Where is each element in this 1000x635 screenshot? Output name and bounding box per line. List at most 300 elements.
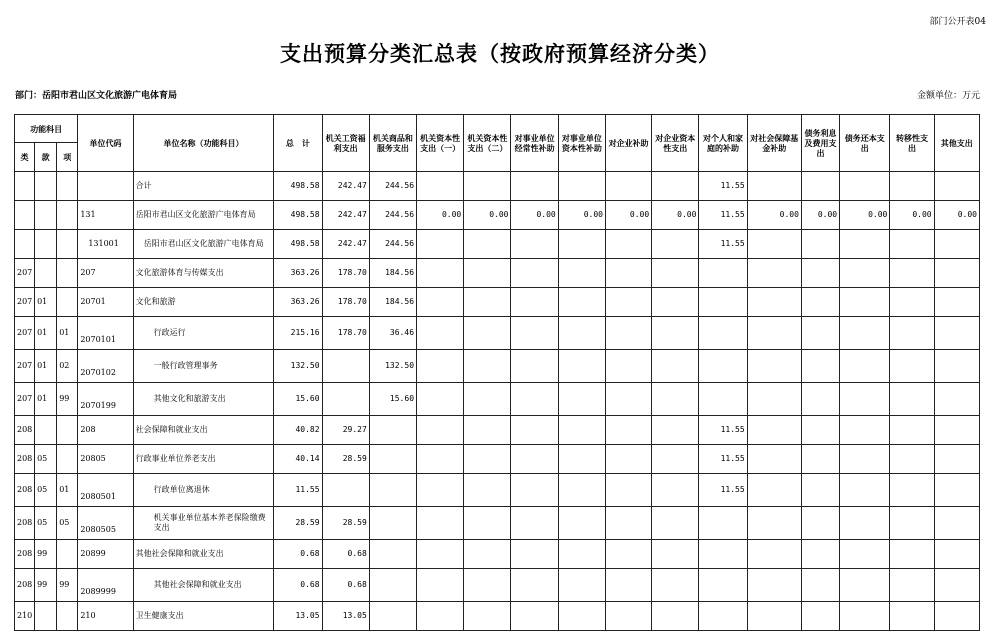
value-cell-c6 <box>558 259 605 288</box>
value-cell-c2: 184.56 <box>369 259 416 288</box>
xiang-cell <box>57 230 78 259</box>
value-cell-c3 <box>417 288 464 317</box>
xiang-cell <box>57 416 78 445</box>
value-cell-c7 <box>605 350 651 383</box>
table-row <box>15 602 980 631</box>
value-cell-c10 <box>747 317 801 350</box>
value-cell-c6 <box>558 602 605 631</box>
value-cell-c9 <box>699 540 747 569</box>
value-cell-c10 <box>747 259 801 288</box>
value-cell-c10 <box>747 350 801 383</box>
value-cell-c10 <box>747 416 801 445</box>
unit-name-cell: 岳阳市君山区文化旅游广电体育局 <box>133 230 274 259</box>
value-cell-c1: 178.70 <box>322 317 369 350</box>
value-cell-c2 <box>369 602 416 631</box>
value-cell-c13 <box>890 445 934 474</box>
value-cell-c1: 242.47 <box>322 230 369 259</box>
lei-header: 类 <box>15 143 35 172</box>
value-cell-c8 <box>652 507 699 540</box>
value-cell-c14 <box>934 445 979 474</box>
value-cell-c8: 0.00 <box>652 201 699 230</box>
value-cell-c9: 11.55 <box>699 230 747 259</box>
table-row <box>15 230 980 259</box>
value-cell-c12 <box>840 350 890 383</box>
lei-cell: 208 <box>15 474 35 507</box>
amount-unit-label: 金额单位：万元 <box>916 91 980 101</box>
value-cell-c10 <box>747 230 801 259</box>
kuan-cell: 01 <box>35 350 57 383</box>
page-title: 支出预算分类汇总表（按政府预算经济分类） <box>280 41 720 66</box>
value-cell-c5 <box>511 172 558 201</box>
value-cell-c11 <box>801 416 839 445</box>
total-cell: 0.68 <box>274 569 322 602</box>
col-header-c2: 机关商品和服务支出 <box>369 115 416 172</box>
lei-cell: 208 <box>15 507 35 540</box>
value-cell-c8 <box>652 474 699 507</box>
value-cell-c6 <box>558 317 605 350</box>
value-cell-c4 <box>464 230 511 259</box>
table-row <box>15 383 980 416</box>
value-cell-c14 <box>934 474 979 507</box>
kuan-cell <box>35 230 57 259</box>
lei-cell: 208 <box>15 416 35 445</box>
unit-name-cell: 行政事业单位养老支出 <box>133 445 274 474</box>
value-cell-c3 <box>417 569 464 602</box>
table-row <box>15 569 980 602</box>
value-cell-c2 <box>369 569 416 602</box>
unit-name-cell: 岳阳市君山区文化旅游广电体育局 <box>133 201 274 230</box>
value-cell-c3 <box>417 383 464 416</box>
value-cell-c12 <box>840 507 890 540</box>
value-cell-c2: 244.56 <box>369 230 416 259</box>
value-cell-c8 <box>652 317 699 350</box>
value-cell-c7 <box>605 602 651 631</box>
total-cell: 13.05 <box>274 602 322 631</box>
unit-code-cell: 20899 <box>78 540 133 569</box>
col-header-c12: 债务还本支出 <box>840 115 890 172</box>
value-cell-c10 <box>747 474 801 507</box>
value-cell-c4 <box>464 416 511 445</box>
value-cell-c9: 11.55 <box>699 474 747 507</box>
xiang-cell <box>57 445 78 474</box>
value-cell-c2 <box>369 416 416 445</box>
lei-cell: 208 <box>15 445 35 474</box>
lei-cell: 210 <box>15 602 35 631</box>
value-cell-c5 <box>511 540 558 569</box>
value-cell-c9 <box>699 259 747 288</box>
table-row <box>15 540 980 569</box>
kuan-cell: 99 <box>35 569 57 602</box>
total-cell: 132.50 <box>274 350 322 383</box>
value-cell-c14 <box>934 383 979 416</box>
total-cell: 40.14 <box>274 445 322 474</box>
value-cell-c10 <box>747 540 801 569</box>
col-header-c10: 对社会保障基金补助 <box>747 115 801 172</box>
value-cell-c9: 11.55 <box>699 172 747 201</box>
unit-code-cell <box>78 172 133 201</box>
value-cell-c10 <box>747 445 801 474</box>
xiang-cell <box>57 540 78 569</box>
value-cell-c4 <box>464 288 511 317</box>
total-cell: 0.68 <box>274 540 322 569</box>
value-cell-c3 <box>417 230 464 259</box>
value-cell-c1: 178.70 <box>322 259 369 288</box>
col-header-c7: 对企业补助 <box>605 115 651 172</box>
unit-name-cell: 卫生健康支出 <box>133 602 274 631</box>
lei-cell <box>15 172 35 201</box>
value-cell-c11 <box>801 259 839 288</box>
value-cell-c2: 36.46 <box>369 317 416 350</box>
col-header-c4: 机关资本性支出（二） <box>464 115 511 172</box>
value-cell-c9 <box>699 350 747 383</box>
unit-name-cell: 其他文化和旅游支出 <box>133 383 274 416</box>
unit-code-cell: 131 <box>78 201 133 230</box>
col-header-c6: 对事业单位资本性补助 <box>558 115 605 172</box>
value-cell-c2: 244.56 <box>369 201 416 230</box>
unit-name-cell: 文化旅游体育与传媒支出 <box>133 259 274 288</box>
value-cell-c1: 13.05 <box>322 602 369 631</box>
table-row <box>15 507 980 540</box>
unit-name-cell: 行政单位离退休 <box>133 474 274 507</box>
func-subject-header: 功能科目 <box>15 115 78 143</box>
value-cell-c4: 0.00 <box>464 201 511 230</box>
value-cell-c8 <box>652 602 699 631</box>
unit-code-cell: 2070102 <box>78 350 133 383</box>
unit-code-cell: 2080505 <box>78 507 133 540</box>
kuan-cell: 05 <box>35 445 57 474</box>
value-cell-c4 <box>464 383 511 416</box>
value-cell-c14 <box>934 507 979 540</box>
unit-code-header: 单位代码 <box>78 115 133 172</box>
table-row <box>15 474 980 507</box>
value-cell-c4 <box>464 172 511 201</box>
xiang-cell: 99 <box>57 569 78 602</box>
value-cell-c7: 0.00 <box>605 201 651 230</box>
value-cell-c6 <box>558 383 605 416</box>
value-cell-c14 <box>934 602 979 631</box>
value-cell-c5 <box>511 350 558 383</box>
value-cell-c5 <box>511 602 558 631</box>
value-cell-c10 <box>747 507 801 540</box>
value-cell-c13 <box>890 602 934 631</box>
expenditure-table <box>14 114 980 631</box>
value-cell-c9 <box>699 317 747 350</box>
kuan-header: 款 <box>35 143 57 172</box>
value-cell-c12 <box>840 569 890 602</box>
table-row <box>15 288 980 317</box>
value-cell-c2 <box>369 445 416 474</box>
value-cell-c12 <box>840 416 890 445</box>
value-cell-c12 <box>840 230 890 259</box>
unit-code-cell: 2080501 <box>78 474 133 507</box>
value-cell-c14 <box>934 172 979 201</box>
value-cell-c5 <box>511 445 558 474</box>
unit-name-cell: 合计 <box>133 172 274 201</box>
value-cell-c12 <box>840 317 890 350</box>
value-cell-c7 <box>605 540 651 569</box>
unit-code-cell: 2070101 <box>78 317 133 350</box>
kuan-cell: 01 <box>35 317 57 350</box>
value-cell-c12 <box>840 602 890 631</box>
lei-cell: 207 <box>15 317 35 350</box>
value-cell-c8 <box>652 288 699 317</box>
xiang-cell: 05 <box>57 507 78 540</box>
value-cell-c10: 0.00 <box>747 201 801 230</box>
value-cell-c12 <box>840 540 890 569</box>
value-cell-c9 <box>699 569 747 602</box>
value-cell-c13 <box>890 317 934 350</box>
value-cell-c10 <box>747 569 801 602</box>
value-cell-c9 <box>699 602 747 631</box>
value-cell-c7 <box>605 288 651 317</box>
value-cell-c3 <box>417 507 464 540</box>
value-cell-c13 <box>890 474 934 507</box>
value-cell-c6 <box>558 288 605 317</box>
total-header: 总 计 <box>274 115 322 172</box>
kuan-cell: 05 <box>35 507 57 540</box>
xiang-cell <box>57 288 78 317</box>
value-cell-c3 <box>417 474 464 507</box>
xiang-cell: 02 <box>57 350 78 383</box>
kuan-cell: 01 <box>35 383 57 416</box>
value-cell-c2: 184.56 <box>369 288 416 317</box>
value-cell-c9: 11.55 <box>699 201 747 230</box>
value-cell-c1: 0.68 <box>322 569 369 602</box>
value-cell-c8 <box>652 416 699 445</box>
value-cell-c1: 242.47 <box>322 172 369 201</box>
total-cell: 28.59 <box>274 507 322 540</box>
value-cell-c3 <box>417 445 464 474</box>
value-cell-c12: 0.00 <box>840 201 890 230</box>
value-cell-c4 <box>464 507 511 540</box>
value-cell-c11 <box>801 602 839 631</box>
value-cell-c2 <box>369 507 416 540</box>
value-cell-c8 <box>652 259 699 288</box>
value-cell-c13 <box>890 172 934 201</box>
value-cell-c3 <box>417 259 464 288</box>
table-body <box>15 172 980 631</box>
value-cell-c6 <box>558 230 605 259</box>
total-cell: 15.60 <box>274 383 322 416</box>
value-cell-c14 <box>934 350 979 383</box>
value-cell-c1: 29.27 <box>322 416 369 445</box>
value-cell-c7 <box>605 445 651 474</box>
value-cell-c11 <box>801 350 839 383</box>
unit-name-cell: 社会保障和就业支出 <box>133 416 274 445</box>
lei-cell: 207 <box>15 288 35 317</box>
value-cell-c7 <box>605 230 651 259</box>
value-cell-c5 <box>511 383 558 416</box>
table-row <box>15 445 980 474</box>
value-cell-c3 <box>417 602 464 631</box>
unit-code-cell: 208 <box>78 416 133 445</box>
unit-code-cell: 20701 <box>78 288 133 317</box>
value-cell-c7 <box>605 507 651 540</box>
value-cell-c9 <box>699 507 747 540</box>
unit-name-cell: 机关事业单位基本养老保险缴费支出 <box>133 507 274 540</box>
value-cell-c13 <box>890 350 934 383</box>
value-cell-c9 <box>699 383 747 416</box>
lei-cell: 207 <box>15 259 35 288</box>
value-cell-c6 <box>558 569 605 602</box>
table-row <box>15 350 980 383</box>
value-cell-c10 <box>747 172 801 201</box>
value-cell-c2 <box>369 540 416 569</box>
unit-name-cell: 一般行政管理事务 <box>133 350 274 383</box>
value-cell-c14 <box>934 540 979 569</box>
unit-code-cell: 2089999 <box>78 569 133 602</box>
col-header-c11: 债务利息及费用支出 <box>801 115 839 172</box>
value-cell-c6 <box>558 172 605 201</box>
value-cell-c5 <box>511 230 558 259</box>
value-cell-c7 <box>605 259 651 288</box>
value-cell-c8 <box>652 445 699 474</box>
value-cell-c7 <box>605 416 651 445</box>
total-cell: 498.58 <box>274 172 322 201</box>
value-cell-c12 <box>840 474 890 507</box>
table-row <box>15 172 980 201</box>
value-cell-c8 <box>652 569 699 602</box>
value-cell-c11 <box>801 383 839 416</box>
value-cell-c1 <box>322 474 369 507</box>
value-cell-c14 <box>934 288 979 317</box>
value-cell-c4 <box>464 259 511 288</box>
value-cell-c5 <box>511 474 558 507</box>
value-cell-c7 <box>605 317 651 350</box>
value-cell-c4 <box>464 445 511 474</box>
value-cell-c10 <box>747 602 801 631</box>
value-cell-c2: 244.56 <box>369 172 416 201</box>
value-cell-c3 <box>417 350 464 383</box>
form-code: 部门公开表04 <box>929 17 986 27</box>
value-cell-c13 <box>890 288 934 317</box>
value-cell-c7 <box>605 172 651 201</box>
unit-code-cell: 20805 <box>78 445 133 474</box>
total-cell: 363.26 <box>274 288 322 317</box>
value-cell-c5 <box>511 317 558 350</box>
xiang-cell <box>57 602 78 631</box>
xiang-header: 项 <box>57 143 78 172</box>
value-cell-c6 <box>558 474 605 507</box>
value-cell-c11 <box>801 445 839 474</box>
value-cell-c5 <box>511 416 558 445</box>
value-cell-c12 <box>840 172 890 201</box>
value-cell-c12 <box>840 383 890 416</box>
unit-code-cell: 2070199 <box>78 383 133 416</box>
value-cell-c14 <box>934 569 979 602</box>
value-cell-c4 <box>464 602 511 631</box>
value-cell-c13 <box>890 383 934 416</box>
xiang-cell <box>57 259 78 288</box>
lei-cell: 208 <box>15 540 35 569</box>
lei-cell: 207 <box>15 350 35 383</box>
value-cell-c14 <box>934 416 979 445</box>
total-cell: 498.58 <box>274 230 322 259</box>
value-cell-c13 <box>890 507 934 540</box>
unit-name-cell: 其他社会保障和就业支出 <box>133 540 274 569</box>
value-cell-c11 <box>801 474 839 507</box>
unit-code-cell: 210 <box>78 602 133 631</box>
value-cell-c14 <box>934 317 979 350</box>
value-cell-c11 <box>801 288 839 317</box>
value-cell-c1: 242.47 <box>322 201 369 230</box>
col-header-c1: 机关工资福利支出 <box>322 115 369 172</box>
xiang-cell: 99 <box>57 383 78 416</box>
value-cell-c8 <box>652 383 699 416</box>
value-cell-c4 <box>464 474 511 507</box>
xiang-cell <box>57 172 78 201</box>
department-label: 部门：岳阳市君山区文化旅游广电体育局 <box>15 91 178 101</box>
value-cell-c14: 0.00 <box>934 201 979 230</box>
kuan-cell: 05 <box>35 474 57 507</box>
value-cell-c10 <box>747 288 801 317</box>
value-cell-c6 <box>558 416 605 445</box>
value-cell-c11 <box>801 230 839 259</box>
value-cell-c11 <box>801 569 839 602</box>
unit-code-cell: 131001 <box>78 230 133 259</box>
xiang-cell: 01 <box>57 317 78 350</box>
unit-code-cell: 207 <box>78 259 133 288</box>
value-cell-c12 <box>840 259 890 288</box>
total-cell: 498.58 <box>274 201 322 230</box>
value-cell-c10 <box>747 383 801 416</box>
value-cell-c13 <box>890 540 934 569</box>
value-cell-c9: 11.55 <box>699 445 747 474</box>
value-cell-c2: 132.50 <box>369 350 416 383</box>
value-cell-c11 <box>801 507 839 540</box>
lei-cell: 208 <box>15 569 35 602</box>
value-cell-c5 <box>511 288 558 317</box>
table-row <box>15 201 980 230</box>
value-cell-c5 <box>511 259 558 288</box>
kuan-cell <box>35 172 57 201</box>
value-cell-c3 <box>417 416 464 445</box>
value-cell-c12 <box>840 288 890 317</box>
value-cell-c1 <box>322 383 369 416</box>
value-cell-c9: 11.55 <box>699 416 747 445</box>
value-cell-c6 <box>558 507 605 540</box>
value-cell-c6 <box>558 540 605 569</box>
total-cell: 11.55 <box>274 474 322 507</box>
unit-name-cell: 其他社会保障和就业支出 <box>133 569 274 602</box>
kuan-cell <box>35 416 57 445</box>
value-cell-c13 <box>890 259 934 288</box>
kuan-cell: 99 <box>35 540 57 569</box>
value-cell-c11 <box>801 540 839 569</box>
value-cell-c4 <box>464 317 511 350</box>
value-cell-c6: 0.00 <box>558 201 605 230</box>
col-header-c14: 其他支出 <box>934 115 979 172</box>
value-cell-c13 <box>890 230 934 259</box>
table-row <box>15 259 980 288</box>
col-header-c13: 转移性支出 <box>890 115 934 172</box>
value-cell-c5: 0.00 <box>511 201 558 230</box>
value-cell-c11: 0.00 <box>801 201 839 230</box>
value-cell-c9 <box>699 288 747 317</box>
table-row <box>15 416 980 445</box>
col-header-c8: 对企业资本性支出 <box>652 115 699 172</box>
value-cell-c8 <box>652 230 699 259</box>
value-cell-c2 <box>369 474 416 507</box>
value-cell-c12 <box>840 445 890 474</box>
value-cell-c7 <box>605 569 651 602</box>
kuan-cell <box>35 602 57 631</box>
value-cell-c4 <box>464 540 511 569</box>
lei-cell <box>15 230 35 259</box>
value-cell-c1: 178.70 <box>322 288 369 317</box>
value-cell-c1: 28.59 <box>322 445 369 474</box>
total-cell: 363.26 <box>274 259 322 288</box>
